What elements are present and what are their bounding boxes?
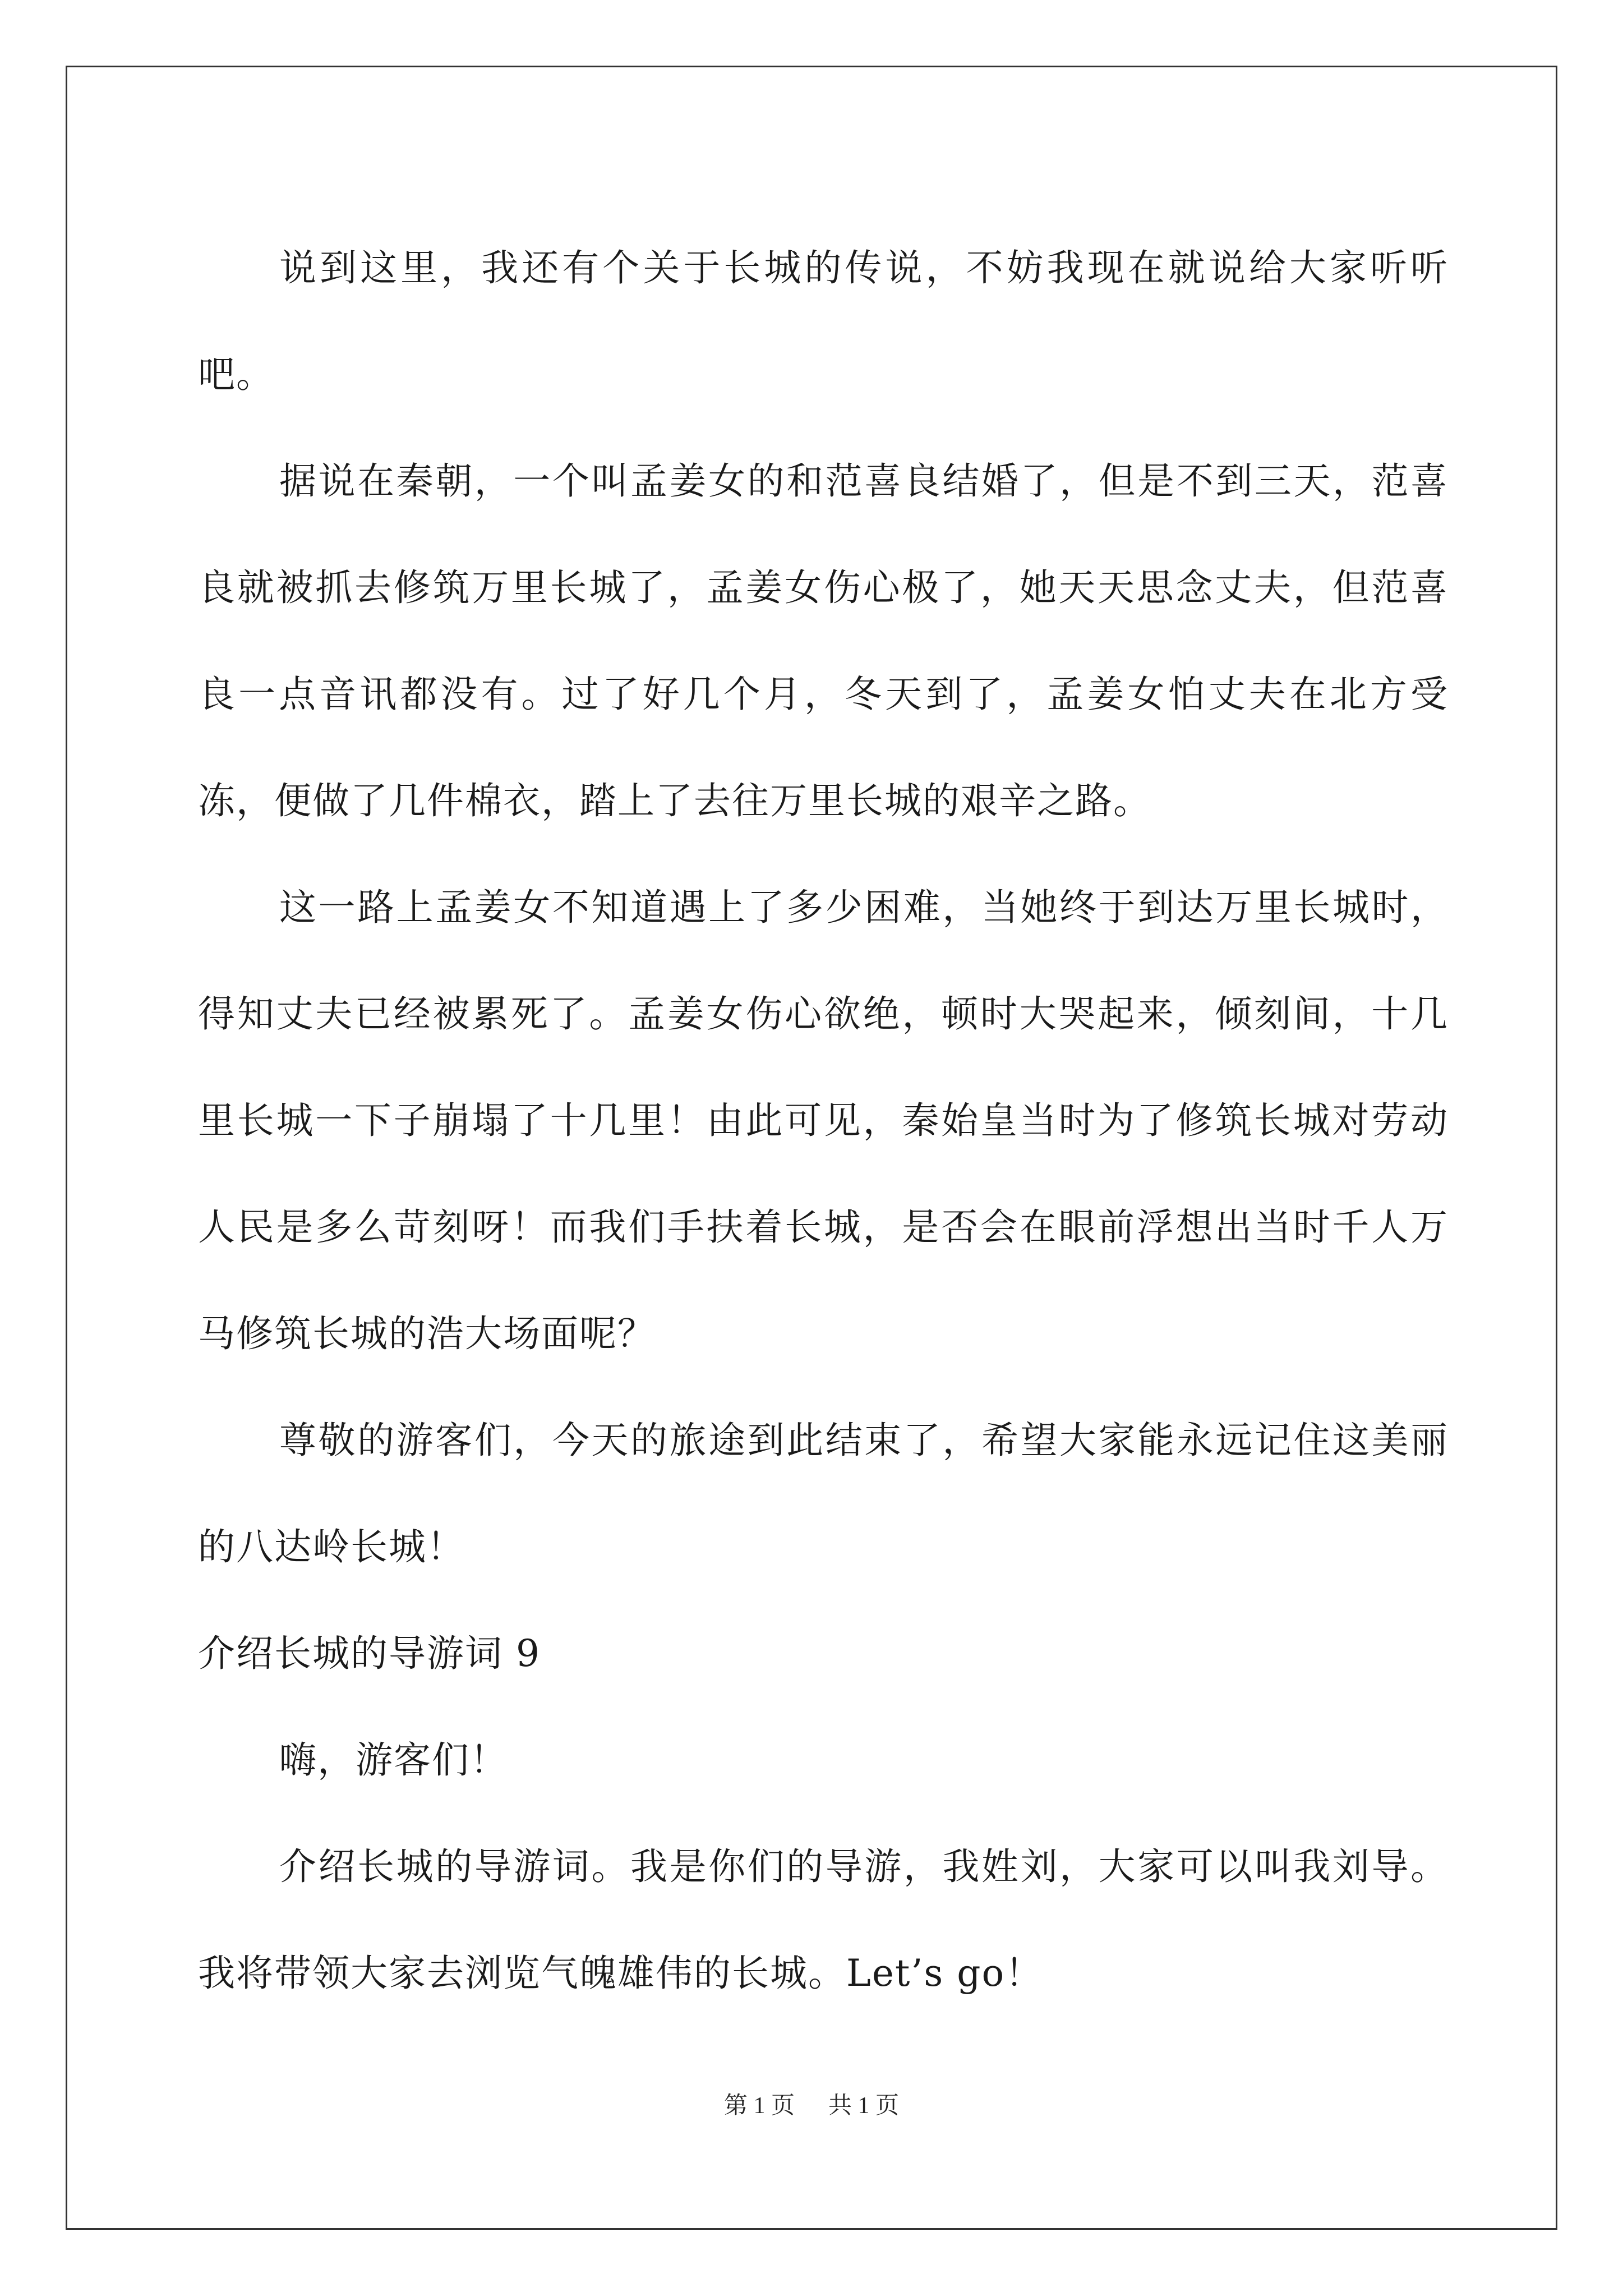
- paragraph-wall-collapse: 这一路上孟姜女不知道遇上了多少困难，当她终于到达万里长城时，得知丈夫已经被累死了。孟姜女伤心欲绝，顿时大哭起来，倾刻间，十几里长城一下子崩塌了十几里！由此可见，秦始皇当时为了修筑长城对劳动人民是多么苛刻呀！而我们手扶着长城，是否会在眼前浮想出当时千人万马修筑长城的浩大场面呢？: [198, 886, 1449, 1355]
- page-footer: [0, 2087, 1623, 2120]
- paragraph-guide-intro: 介绍长城的导游词。我是你们的导游，我姓刘，大家可以叫我刘导。我将带领大家去浏览气魄雄伟的长城。Let’s go！: [198, 1845, 1449, 1995]
- page-number: 第 1 页: [723, 2093, 795, 2119]
- document-body: [198, 215, 1449, 2027]
- paragraph-legend-intro: 说到这里，我还有个关于长城的传说，不妨我现在就说给大家听听吧。: [198, 246, 1449, 396]
- paragraph-farewell: 尊敬的游客们，今天的旅途到此结束了，希望大家能永远记住这美丽的八达岭长城！: [198, 1419, 1449, 1568]
- paragraph-greeting: 嗨，游客们！: [279, 1738, 508, 1782]
- paragraph-meng-jiangnu-story: 据说在秦朝，一个叫孟姜女的和范喜良结婚了，但是不到三天，范喜良就被抓去修筑万里长城了，孟姜女伤心极了，她天天思念丈夫，但范喜良一点音讯都没有。过了好几个月，冬天到了，孟姜女怕丈夫在北方受冻，便做了几件棉衣，踏上了去往万里长城的艰辛之路。: [198, 459, 1449, 822]
- page-total: 共 1 页: [828, 2093, 900, 2119]
- section-title: 介绍长城的导游词 9: [198, 1632, 541, 1675]
